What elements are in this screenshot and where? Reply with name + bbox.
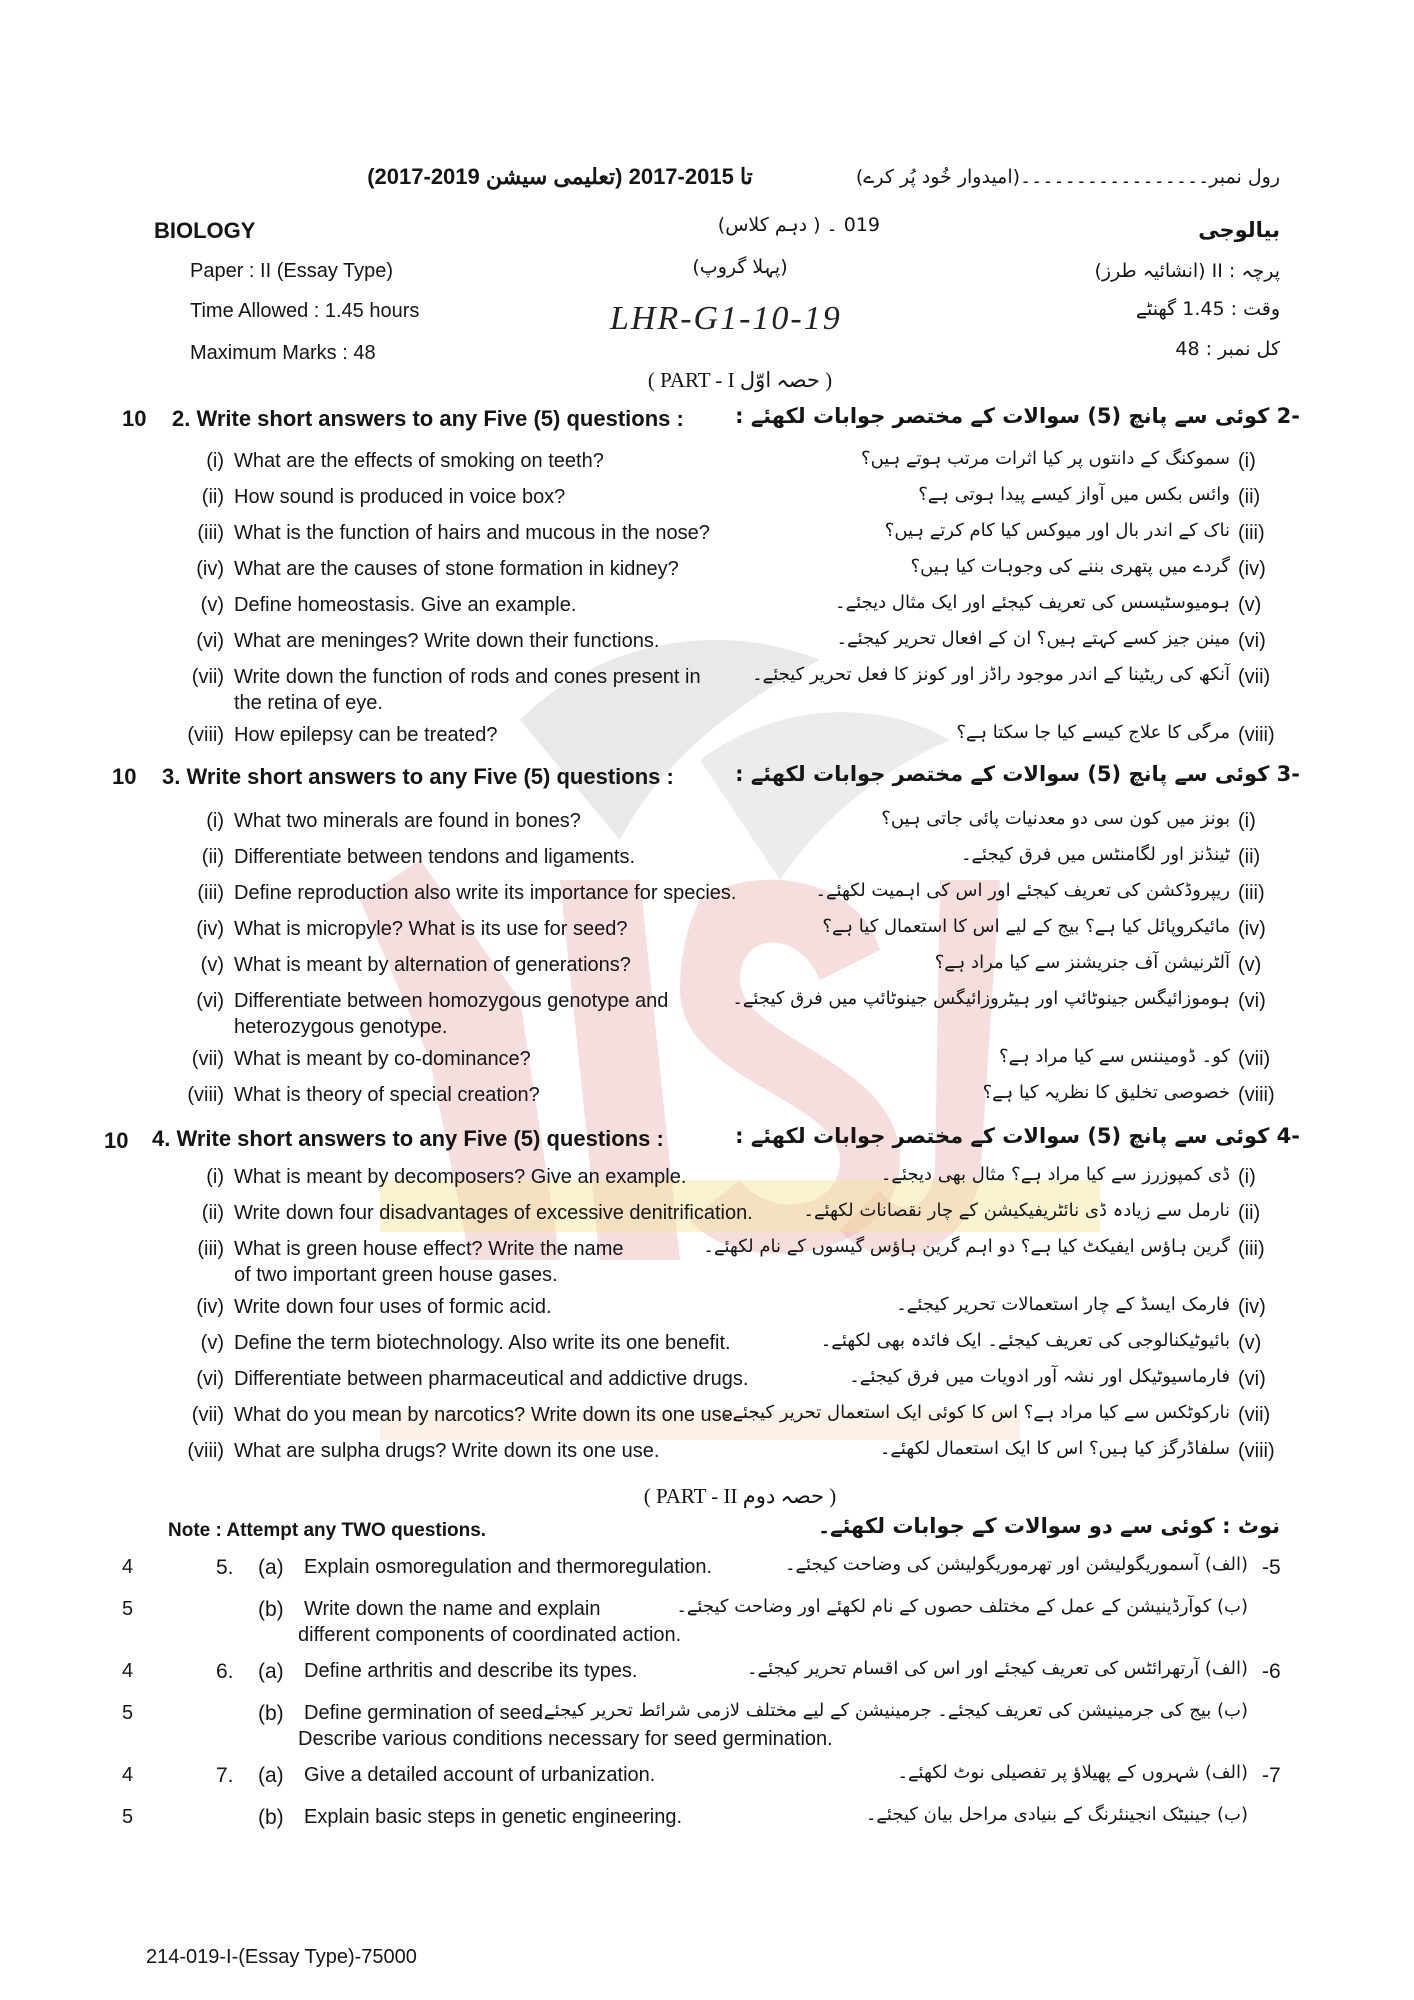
question-number-en: (vi) <box>196 1368 224 1390</box>
q2-instruction-en: 2. Write short answers to any Five (5) questions : <box>172 406 684 431</box>
question-text-en: Define the term biotechnology. Also write its one benefit. <box>234 1332 731 1354</box>
long-question-marks: 4 <box>122 1764 134 1786</box>
handwritten-code: LHR-G1-10-19 <box>610 300 842 337</box>
question-number-ur: (vii) <box>1238 1404 1271 1426</box>
question-text-en: What is micropyle? What is its use for seed? <box>234 918 628 940</box>
long-question-marks: 4 <box>122 1660 134 1682</box>
part-two-heading: ( PART - II حصہ دوم ) <box>643 1484 837 1508</box>
question-number-en: (iii) <box>197 882 224 904</box>
question-text-en: What is the function of hairs and mucous in the nose? <box>234 522 710 544</box>
long-question-text-en-continued: Describe various conditions necessary for seed germination. <box>298 1728 833 1750</box>
question-text-en: Differentiate between tendons and ligaments. <box>234 846 636 868</box>
long-question-number-ur: -5 <box>1262 1556 1281 1579</box>
question-number-ur: (iv) <box>1238 1296 1266 1318</box>
question-number-ur: (viii) <box>1238 1440 1275 1462</box>
question-text-ur: گرین ہاؤس ایفیکٹ کیا ہے؟ دو اہم گرین ہاؤس گیسوں کے نام لکھئے۔ <box>703 1236 1230 1257</box>
question-number-ur: (vii) <box>1238 1048 1271 1070</box>
long-question-number: 5. <box>216 1556 234 1579</box>
question-text-ur: بائیوٹیکنالوجی کی تعریف کیجئے۔ ایک فائدہ بھی لکھئے۔ <box>820 1330 1230 1351</box>
q2-marks: 10 <box>122 406 147 431</box>
question-number-en: (ii) <box>201 1202 224 1224</box>
long-question-marks: 5 <box>122 1598 134 1620</box>
question-number-ur: (iii) <box>1238 522 1265 544</box>
long-question-text-en: Define arthritis and describe its types. <box>304 1660 638 1682</box>
part-one-heading: ( PART - I حصہ اوّل ) <box>647 368 833 392</box>
question-text-en: Write down the function of rods and cones present in <box>234 666 701 688</box>
long-question-part: (a) <box>258 1660 284 1683</box>
question-text-en: Differentiate between pharmaceutical and addictive drugs. <box>234 1368 749 1390</box>
question-text-en: What is green house effect? Write the name <box>234 1238 624 1260</box>
max-marks-ur: کل نمبر : 48 <box>1175 338 1280 360</box>
question-number-ur: (viii) <box>1238 1084 1275 1106</box>
question-text-en-continued: heterozygous genotype. <box>234 1016 448 1038</box>
question-text-ur: آلٹرنیشن آف جنریشنز سے کیا مراد ہے؟ <box>934 952 1230 973</box>
question-text-en: What is theory of special creation? <box>234 1084 540 1106</box>
part2-note-ur: نوٹ : کوئی سے دو سوالات کے جوابات لکھئے۔ <box>817 1514 1280 1538</box>
q4-instruction-en: 4. Write short answers to any Five (5) questions : <box>152 1126 664 1151</box>
question-number-en: (iv) <box>196 558 224 580</box>
question-number-en: (viii) <box>187 724 224 746</box>
question-text-en: Differentiate between homozygous genotype and <box>234 990 669 1012</box>
question-text-en-continued: of two important green house gases. <box>234 1264 558 1286</box>
q3-instruction-ur: -3 کوئی سے پانچ (5) سوالات کے مختصر جوابات لکھئے : <box>735 762 1300 786</box>
question-text-ur: سلفاڈرگز کیا ہیں؟ اس کا ایک استعمال لکھئے۔ <box>879 1438 1230 1459</box>
question-text-en: How sound is produced in voice box? <box>234 486 566 508</box>
long-question-marks: 5 <box>122 1702 134 1724</box>
long-question-part: (a) <box>258 1556 284 1579</box>
question-text-ur: فارماسیوٹیکل اور نشہ آور ادویات میں فرق کیجئے۔ <box>849 1366 1230 1387</box>
long-question-part: (a) <box>258 1764 284 1787</box>
question-text-en: What are the effects of smoking on teeth? <box>234 450 604 472</box>
question-text-en: What is meant by alternation of generations? <box>234 954 631 976</box>
question-text-en: How epilepsy can be treated? <box>234 724 498 746</box>
question-number-en: (viii) <box>187 1440 224 1462</box>
paper-type-ur: پرچہ : II (انشائیہ طرز) <box>1094 260 1280 282</box>
q4-marks: 10 <box>104 1128 129 1153</box>
question-number-en: (iii) <box>197 522 224 544</box>
question-number-ur: (vii) <box>1238 666 1271 688</box>
question-text-en: What is meant by co-dominance? <box>234 1048 531 1070</box>
question-number-en: (iii) <box>197 1238 224 1260</box>
long-question-text-en: Write down the name and explain <box>304 1598 601 1620</box>
question-number-ur: (i) <box>1238 450 1256 472</box>
long-question-text-ur: (ب) جینیٹک انجینئرنگ کے بنیادی مراحل بیان کیجئے۔ <box>865 1804 1248 1825</box>
question-number-en: (viii) <box>187 1084 224 1106</box>
question-number-en: (ii) <box>201 846 224 868</box>
question-number-ur: (iv) <box>1238 558 1266 580</box>
question-number-ur: (viii) <box>1238 724 1275 746</box>
long-question-part: (b) <box>258 1806 284 1829</box>
long-question-number: 6. <box>216 1660 234 1683</box>
question-number-ur: (ii) <box>1238 486 1261 508</box>
paper-code: 019 ۔ ( دہم کلاس) <box>717 214 880 236</box>
long-question-text-ur: (الف) آسموریگولیشن اور تھرموریگولیشن کی وضاحت کیجئے۔ <box>784 1554 1248 1575</box>
question-number-en: (v) <box>200 954 224 976</box>
question-text-ur: آنکھ کی ریٹینا کے اندر موجود راڈز اور کونز کا فعل تحریر کیجئے۔ <box>752 664 1230 685</box>
q4-instruction-ur: -4 کوئی سے پانچ (5) سوالات کے مختصر جوابات لکھئے : <box>735 1124 1300 1148</box>
group-label: (پہلا گروپ) <box>692 256 788 278</box>
question-text-ur: فارمک ایسڈ کے چار استعمالات تحریر کیجئے۔ <box>896 1294 1230 1315</box>
question-text-ur: گردے میں پتھری بننے کی وجوہات کیا ہیں؟ <box>910 556 1230 577</box>
question-text-en: Define reproduction also write its importance for species. <box>234 882 737 904</box>
question-text-ur: ڈی کمپوزرز سے کیا مراد ہے؟ مثال بھی دیجئے۔ <box>880 1164 1230 1185</box>
question-number-en: (v) <box>200 594 224 616</box>
footer-code: 214-019-I-(Essay Type)-75000 <box>146 1946 417 1968</box>
question-number-en: (i) <box>206 1166 224 1188</box>
long-question-text-en-continued: different components of coordinated action. <box>298 1624 682 1646</box>
question-number-en: (v) <box>200 1332 224 1354</box>
q3-instruction-en: 3. Write short answers to any Five (5) questions : <box>162 764 674 789</box>
long-question-text-en: Explain osmoregulation and thermoregulation. <box>304 1556 713 1578</box>
long-question-number-ur: -7 <box>1262 1764 1281 1787</box>
long-question-marks: 4 <box>122 1556 134 1578</box>
question-text-ur: ناک کے اندر بال اور میوکس کیا کام کرتے ہیں؟ <box>884 520 1230 541</box>
question-text-ur: مینن جیز کسے کہتے ہیں؟ ان کے افعال تحریر کیجئے۔ <box>836 628 1230 649</box>
question-number-ur: (ii) <box>1238 846 1261 868</box>
question-text-ur: سموکنگ کے دانتوں پر کیا اثرات مرتب ہوتے ہیں؟ <box>861 448 1230 469</box>
long-question-text-en: Give a detailed account of urbanization. <box>304 1764 656 1786</box>
question-text-en: What are the causes of stone formation in kidney? <box>234 558 679 580</box>
question-number-en: (vii) <box>191 1048 224 1070</box>
question-text-en: What is meant by decomposers? Give an example. <box>234 1166 687 1188</box>
question-number-en: (vii) <box>191 666 224 688</box>
question-text-en: What are meninges? Write down their functions. <box>234 630 660 652</box>
long-question-text-ur: (الف) شہروں کے پھیلاؤ پر تفصیلی نوٹ لکھئے۔ <box>897 1762 1248 1783</box>
question-text-en: What do you mean by narcotics? Write down its one use. <box>234 1404 739 1426</box>
question-number-ur: (vi) <box>1238 630 1266 652</box>
question-number-ur: (ii) <box>1238 1202 1261 1224</box>
question-text-ur: ہومیوسٹیسس کی تعریف کیجئے اور ایک مثال دیجئے۔ <box>835 592 1230 613</box>
question-text-ur: نارکوٹکس سے کیا مراد ہے؟ اس کا کوئی ایک استعمال تحریر کیجئے۔ <box>721 1402 1230 1423</box>
long-question-text-ur: (ب) کوآرڈینیشن کے عمل کے مختلف حصوں کے نام لکھئے اور وضاحت کیجئے۔ <box>676 1596 1248 1617</box>
long-question-part: (b) <box>258 1702 284 1725</box>
question-text-ur: کو۔ ڈومیننس سے کیا مراد ہے؟ <box>999 1046 1230 1067</box>
question-text-en: What two minerals are found in bones? <box>234 810 581 832</box>
long-question-text-ur: (ب) بیج کی جرمینیشن کی تعریف کیجئے۔ جرمینیشن کے لیے مختلف لازمی شرائط تحریر کیجئے۔ <box>533 1700 1248 1721</box>
roll-number-line: رول نمبر۔۔۔۔۔۔۔۔۔۔۔۔۔۔۔۔۔(امیدوار خُود پُر کرے) <box>855 166 1280 188</box>
question-text-ur: ٹینڈنز اور لگامنٹس میں فرق کیجئے۔ <box>960 844 1230 865</box>
question-number-ur: (vi) <box>1238 990 1266 1012</box>
question-text-en: Write down four disadvantages of excessive denitrification. <box>234 1202 753 1224</box>
max-marks-en: Maximum Marks : 48 <box>190 342 376 364</box>
question-text-ur: وائس بکس میں آواز کیسے پیدا ہوتی ہے؟ <box>918 484 1230 505</box>
question-number-ur: (iii) <box>1238 882 1265 904</box>
question-number-en: (vi) <box>196 630 224 652</box>
question-number-en: (iv) <box>196 918 224 940</box>
question-number-en: (i) <box>206 450 224 472</box>
long-question-text-ur: (الف) آرتھرائٹس کی تعریف کیجئے اور اس کی اقسام تحریر کیجئے۔ <box>746 1658 1248 1679</box>
question-number-ur: (i) <box>1238 1166 1256 1188</box>
question-text-en: Write down four uses of formic acid. <box>234 1296 552 1318</box>
question-number-en: (ii) <box>201 486 224 508</box>
q2-instruction-ur: -2 کوئی سے پانچ (5) سوالات کے مختصر جوابات لکھئے : <box>735 404 1300 428</box>
long-question-text-en: Explain basic steps in genetic engineering. <box>304 1806 683 1828</box>
long-question-part: (b) <box>258 1598 284 1621</box>
subject-title-en: BIOLOGY <box>154 218 256 243</box>
question-number-ur: (iii) <box>1238 1238 1265 1260</box>
question-number-ur: (iv) <box>1238 918 1266 940</box>
question-number-ur: (i) <box>1238 810 1256 832</box>
question-text-ur: نارمل سے زیادہ ڈی نائٹریفیکیشن کے چار نقصانات لکھئے۔ <box>803 1200 1230 1221</box>
paper-type-en: Paper : II (Essay Type) <box>190 260 394 282</box>
subject-title-ur: بیالوجی <box>1198 218 1280 242</box>
time-allowed-en: Time Allowed : 1.45 hours <box>190 300 420 322</box>
question-number-en: (i) <box>206 810 224 832</box>
question-number-en: (vii) <box>191 1404 224 1426</box>
question-text-en-continued: the retina of eye. <box>234 692 383 714</box>
question-text-ur: بونز میں کون سی دو معدنیات پائی جاتی ہیں؟ <box>881 808 1230 829</box>
session-years: (2017-2019 تا 2015-2017 (تعلیمی سیشن <box>367 164 753 189</box>
question-text-ur: مرگی کا علاج کیسے کیا جا سکتا ہے؟ <box>956 722 1230 743</box>
part2-note-en: Note : Attempt any TWO questions. <box>168 1520 487 1541</box>
long-question-text-en: Define germination of seed. <box>304 1702 549 1724</box>
question-text-ur: خصوصی تخلیق کا نظریہ کیا ہے؟ <box>982 1082 1230 1103</box>
long-question-number: 7. <box>216 1764 234 1787</box>
question-number-ur: (v) <box>1238 954 1262 976</box>
q3-marks: 10 <box>112 764 137 789</box>
question-text-ur: ریپروڈکشن کی تعریف کیجئے اور اس کی اہمیت لکھئے۔ <box>815 880 1230 901</box>
question-text-ur: ہوموزائیگس جینوٹائپ اور ہیٹروزائیگس جینوٹائپ میں فرق کیجئے۔ <box>732 988 1230 1009</box>
long-question-marks: 5 <box>122 1806 134 1828</box>
time-allowed-ur: وقت : 1.45 گھنٹے <box>1135 298 1280 320</box>
question-number-en: (iv) <box>196 1296 224 1318</box>
question-text-ur: مائیکروپائل کیا ہے؟ بیج کے لیے اس کا استعمال کیا ہے؟ <box>822 916 1230 937</box>
question-number-ur: (vi) <box>1238 1368 1266 1390</box>
question-number-en: (vi) <box>196 990 224 1012</box>
long-question-number-ur: -6 <box>1262 1660 1281 1683</box>
question-text-en: Define homeostasis. Give an example. <box>234 594 577 616</box>
question-number-ur: (v) <box>1238 594 1262 616</box>
question-number-ur: (v) <box>1238 1332 1262 1354</box>
question-text-en: What are sulpha drugs? Write down its one use. <box>234 1440 660 1462</box>
